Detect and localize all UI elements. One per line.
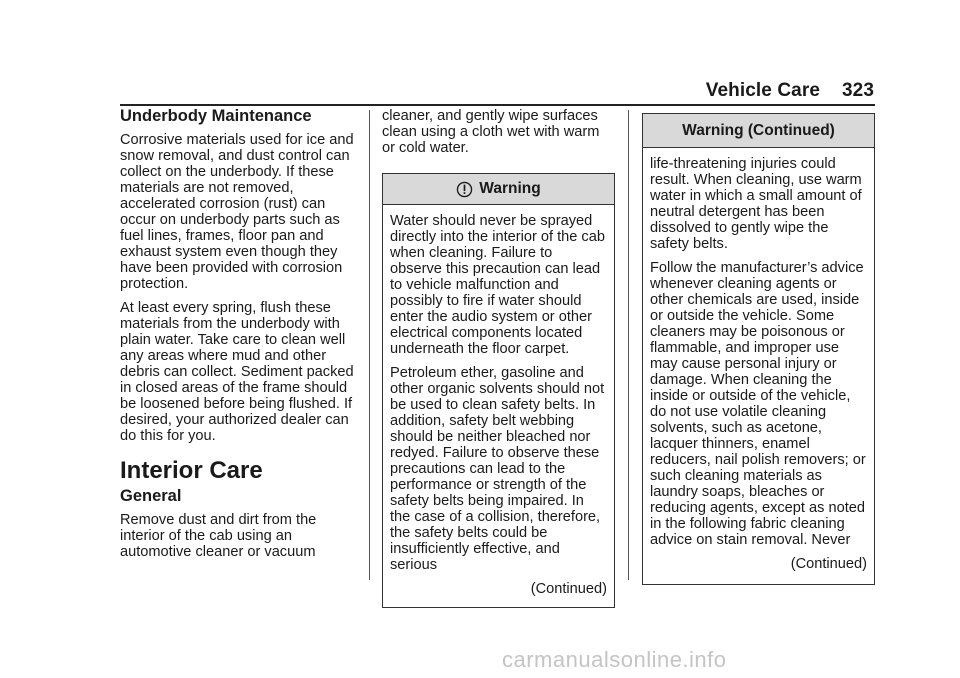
column-3 — [642, 113, 875, 585]
warning-icon — [456, 181, 473, 198]
continued-label: (Continued) — [530, 581, 607, 597]
warning-header — [383, 174, 614, 205]
chapter-title-interior-care: Interior Care — [120, 457, 263, 484]
continued-label-2: (Continued) — [790, 556, 867, 572]
warning-paragraph-2: Petroleum ether, gasoline and other organic solvents should not be used to clean safety belts. In addition, safety belt webbing should be neither bleached nor redyed. Failure to observe these precautions can lead to the performance or strength of the safety belts being impaired. In the case of a collision, therefore, the safety belts could be insufficiently effective, and serious — [390, 365, 605, 573]
warning-continued-header — [643, 114, 874, 148]
warning-title: Warning — [479, 180, 541, 197]
warning-continued-paragraph-2: Follow the manufacturer’s advice whenever cleaning agents or other chemicals are used, inside or outside the vehicle. Some cleaners may be poisonous or flammable, and improper use may cause personal injury or damage. When cleaning the inside or outside of the vehicle, do not use volatile cleaning solvents, such as acetone, lacquer thinners, enamel reducers, nail polish removers; or such cleaning materials as laundry soaps, bleaches or reducing agents, except as noted in the following fabric cleaning advice on stain removal. Never — [650, 260, 866, 548]
watermark: carmanualsonline.info — [502, 647, 727, 672]
page-number: 323 — [841, 80, 874, 101]
warning-continued-box — [642, 113, 875, 585]
paragraph-underbody-1: Corrosive materials used for ice and snow removal, and dust control can collect on the underbody. If these materials are not removed, accelerated corrosion (rust) can occur on underbody parts such as fuel lines, frames, floor pan and exhaust system even though they have been provided with corrosion protection. — [120, 132, 354, 292]
warning-continued-paragraph-1: life-threatening injuries could result. When cleaning, use warm water in which a small amount of neutral detergent has been dissolved to gently wipe the safety belts. — [650, 156, 862, 252]
paragraph-underbody-2: At least every spring, flush these materials from the underbody with plain water. Take care to clean well any areas where mud and other debris can collect. Sediment packed in closed areas of the frame should be loosened before being flushed. If desired, your authorized dealer can do this for you. — [120, 300, 354, 444]
paragraph-general: Remove dust and dirt from the interior of the cab using an automotive cleaner or vacuum — [120, 512, 317, 560]
column-divider-1 — [369, 110, 370, 580]
page-header — [706, 80, 874, 102]
subheading-general: General — [120, 487, 182, 505]
paragraph-wipe-surfaces: cleaner, and gently wipe surfaces clean using a cloth wet with warm or cold water. — [382, 108, 600, 156]
column-1 — [120, 108, 356, 568]
column-divider-2 — [628, 110, 629, 580]
warning-continued-title: Warning (Continued) — [682, 121, 835, 139]
warning-box — [382, 173, 615, 608]
warning-paragraph-1: Water should never be sprayed directly into the interior of the cab when cleaning. Failure to observe this precaution can lead to vehicle malfunction and possibly to fire if water should enter the audio system or other electrical components located underneath the floor carpet. — [390, 213, 605, 357]
column-2 — [382, 108, 615, 608]
section-title-underbody: Underbody Maintenance — [120, 107, 312, 125]
header-rule — [120, 104, 875, 106]
header-title: Vehicle Care — [705, 80, 820, 101]
